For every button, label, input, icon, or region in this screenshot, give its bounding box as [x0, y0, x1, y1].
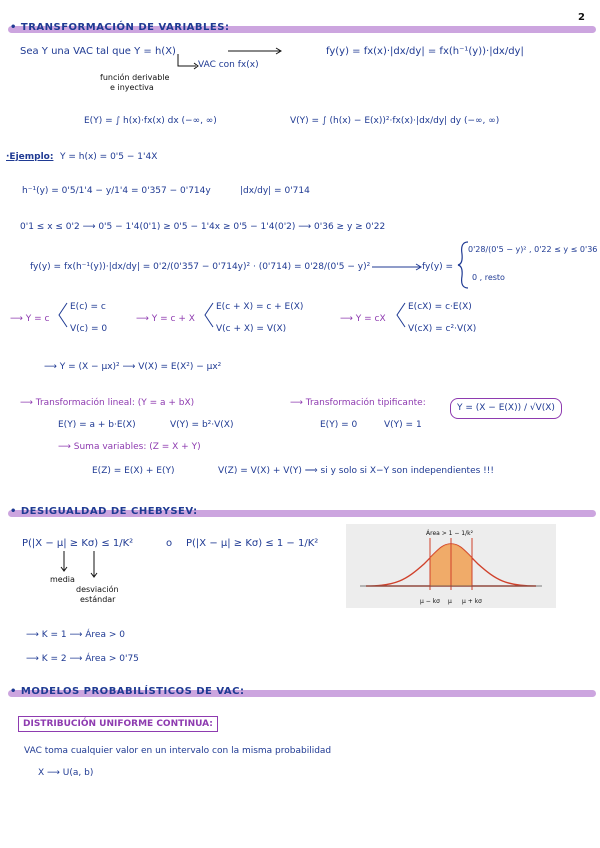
prop3-arrow: ⟶ Y = cX	[340, 314, 386, 324]
linear-v: V(Y) = b²·V(X)	[170, 420, 234, 430]
cheb-or: o	[166, 538, 173, 549]
angle-icon	[58, 302, 68, 328]
section-title-chebysev: • DESIGUALDAD DE CHEBYSEV:	[10, 506, 198, 517]
linear-title: ⟶ Transformación lineal: (Y = a + bX)	[20, 398, 195, 408]
variance-formula: V(Y) = ∫ (h(x) − E(x))²·fx(x)·|dx/dy| dy (−∞, ∞)	[290, 116, 500, 126]
fig-area-label: Área > 1 − 1/k²	[426, 530, 474, 537]
angle-icon	[396, 302, 406, 328]
page-number: 2	[578, 12, 585, 23]
media-label: media	[50, 575, 75, 584]
tip-formula: Y = (X − E(X)) / √V(X)	[450, 398, 562, 419]
section-title-transformacion: • TRANSFORMACIÓN DE VARIABLES:	[10, 22, 230, 33]
note-derivable: función derivable	[100, 73, 170, 82]
fig-mu-plus: μ + kσ	[462, 598, 482, 605]
piece-label: fy(y) =	[422, 262, 454, 272]
prop4: ⟶ Y = (X − μx)² ⟶ V(X) = E(X²) − μx²	[44, 362, 222, 372]
prop3-e: E(cX) = c·E(X)	[408, 302, 472, 312]
density-formula: fy(y) = fx(x)·|dx/dy| = fx(h⁻¹(y))·|dx/dy|	[326, 46, 524, 57]
cheb-k2: ⟶ K = 2 ⟶ Área > 0'75	[26, 654, 139, 664]
expectation-formula: E(Y) = ∫ h(x)·fx(x) dx (−∞, ∞)	[84, 116, 217, 126]
arrow-icon	[88, 550, 100, 580]
prop2-v: V(c + X) = V(X)	[216, 324, 287, 334]
prop1-arrow: ⟶ Y = c	[10, 314, 50, 324]
tip-title: ⟶ Transformación tipificante:	[290, 398, 426, 408]
example-range: 0'1 ≤ x ≤ 0'2 ⟶ 0'5 − 1'4(0'1) ≥ 0'5 − 1'4x ≥ 0'5 − 1'4(0'2) ⟶ 0'36 ≥ y ≥ 0'22	[20, 222, 386, 232]
example-label: ·Ejemplo:	[6, 152, 54, 162]
arrow-icon	[58, 550, 70, 574]
cheb-ineq2: P(|X − μ| ≥ Kσ) ≤ 1 − 1/K²	[186, 538, 319, 549]
fig-mu: μ	[448, 598, 452, 605]
uniform-box-title: DISTRIBUCIÓN UNIFORME CONTINUA:	[18, 716, 218, 732]
uniform-desc: VAC toma cualquier valor en un intervalo con la misma probabilidad	[24, 746, 332, 756]
tip-e: E(Y) = 0	[320, 420, 358, 430]
tip-v: V(Y) = 1	[384, 420, 422, 430]
piece-bottom: 0 , resto	[472, 273, 505, 282]
vac-con-label: VAC con fx(x)	[198, 60, 259, 70]
arrow-icon	[370, 260, 426, 274]
example-inverse: h⁻¹(y) = 0'5/1'4 − y/1'4 = 0'357 − 0'714y	[22, 186, 211, 196]
sum-title: ⟶ Suma variables: (Z = X + Y)	[58, 442, 201, 452]
desv-label-1: desviación	[76, 585, 119, 594]
sum-e: E(Z) = E(X) + E(Y)	[92, 466, 175, 476]
arrow-icon	[226, 44, 286, 58]
note-inyectiva: e inyectiva	[110, 83, 154, 92]
prop2-e: E(c + X) = c + E(X)	[216, 302, 304, 312]
example-fy: fy(y) = fx(h⁻¹(y))·|dx/dy| = 0'2/(0'357 − 0'714y)² · (0'714) = 0'28/(0'5 − y)²	[30, 262, 371, 272]
cheb-k1: ⟶ K = 1 ⟶ Área > 0	[26, 630, 125, 640]
section-title-modelos: • MODELOS PROBABILÍSTICOS DE VAC:	[10, 686, 245, 697]
piece-top: 0'28/(0'5 − y)² , 0'22 ≤ y ≤ 0'36	[468, 245, 598, 254]
prop1-e: E(c) = c	[70, 302, 106, 312]
cheb-ineq1: P(|X − μ| ≥ Kσ) ≤ 1/K²	[22, 538, 134, 549]
prop1-v: V(c) = 0	[70, 324, 108, 334]
prop3-v: V(cX) = c²·V(X)	[408, 324, 477, 334]
angle-icon	[204, 302, 214, 328]
example-derivative: |dx/dy| = 0'714	[240, 186, 310, 196]
arrow-icon	[172, 52, 212, 74]
prop2-arrow: ⟶ Y = c + X	[136, 314, 195, 324]
linear-e: E(Y) = a + b·E(X)	[58, 420, 136, 430]
example-def: Y = h(x) = 0'5 − 1'4X	[60, 152, 158, 162]
sum-v: V(Z) = V(X) + V(Y) ⟹ si y solo si X−Y son independientes !!!	[218, 466, 494, 476]
uniform-notation: X ⟶ U(a, b)	[38, 768, 94, 778]
desv-label-2: estándar	[80, 595, 116, 604]
transform-intro: Sea Y una VAC tal que Y = h(X)	[20, 46, 176, 57]
fig-mu-minus: μ − kσ	[420, 598, 440, 605]
